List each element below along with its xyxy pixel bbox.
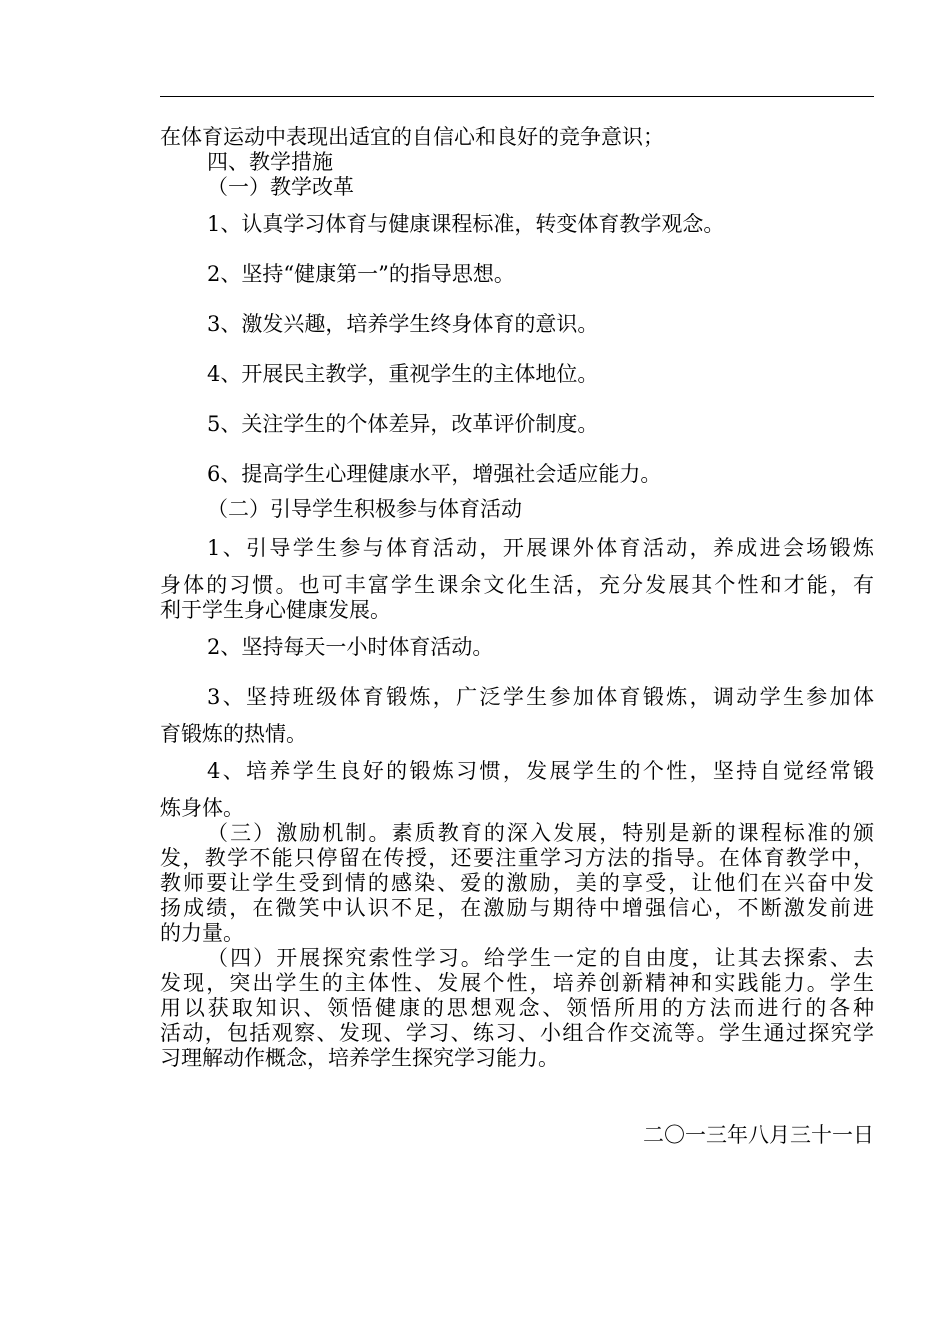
paragraph-line: （三）激励机制。素质教育的深入发展，特别是新的课程标准的颁: [207, 821, 874, 845]
paragraph-line: 扬成绩，在微笑中认识不足，在激励与期待中增强信心，不断激发前进: [160, 896, 874, 920]
list-item: 4、开展民主教学，重视学生的主体地位。: [207, 362, 599, 386]
paragraph-line: 的力量。: [160, 921, 244, 945]
paragraph-line: 习理解动作概念，培养学生探究学习能力。: [160, 1046, 559, 1070]
list-item: 2、坚持每天一小时体育活动。: [207, 635, 494, 659]
paragraph-line: （四）开展探究索性学习。给学生一定的自由度，让其去探索、去: [207, 946, 874, 970]
header-rule: [160, 96, 874, 97]
subsection-heading: （一）教学改革: [207, 175, 354, 199]
paragraph-line: 4、培养学生良好的锻炼习惯，发展学生的个性，坚持自觉经常锻: [207, 759, 874, 783]
document-date: 二〇一三年八月三十一日: [643, 1123, 874, 1147]
paragraph-line: 用以获取知识、领悟健康的思想观念、领悟所用的方法而进行的各种: [160, 996, 874, 1020]
list-item: 3、激发兴趣，培养学生终身体育的意识。: [207, 312, 599, 336]
paragraph-line: 发现，突出学生的主体性、发展个性，培养创新精神和实践能力。学生: [160, 971, 874, 995]
list-item: 6、提高学生心理健康水平，增强社会适应能力。: [207, 462, 662, 486]
paragraph-line: 炼身体。: [160, 796, 244, 820]
paragraph-line: 身体的习惯。也可丰富学生课余文化生活，充分发展其个性和才能，有: [160, 573, 874, 597]
paragraph-line: 教师要让学生受到情的感染、爱的激励，美的享受，让他们在兴奋中发: [160, 871, 874, 895]
text-line: 在体育运动中表现出适宜的自信心和良好的竞争意识；: [160, 125, 664, 149]
paragraph-line: 活动，包括观察、发现、学习、练习、小组合作交流等。学生通过探究学: [160, 1021, 874, 1045]
list-item: 2、坚持“健康第一”的指导思想。: [207, 262, 515, 286]
paragraph-line: 利于学生身心健康发展。: [160, 598, 391, 622]
list-item: 5、关注学生的个体差异，改革评价制度。: [207, 412, 599, 436]
section-heading: 四、教学措施: [207, 150, 333, 174]
paragraph-line: 育锻炼的热情。: [160, 722, 307, 746]
paragraph-line: 3、坚持班级体育锻炼，广泛学生参加体育锻炼，调动学生参加体: [207, 685, 874, 709]
list-item: 1、认真学习体育与健康课程标准，转变体育教学观念。: [207, 212, 725, 236]
subsection-heading: （二）引导学生积极参与体育活动: [207, 497, 522, 521]
paragraph-line: 1、引导学生参与体育活动，开展课外体育活动，养成进会场锻炼: [207, 536, 874, 560]
paragraph-line: 发，教学不能只停留在传授，还要注重学习方法的指导。在体育教学中，: [160, 846, 874, 870]
